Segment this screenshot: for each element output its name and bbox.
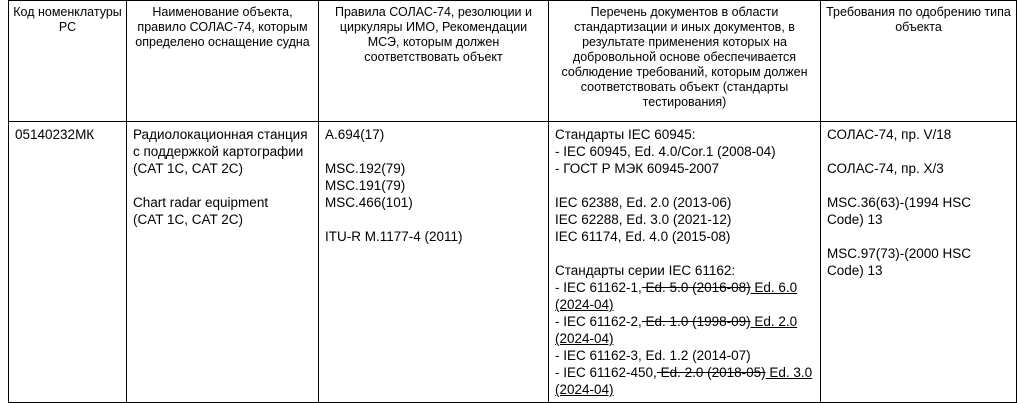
approval-item: MSC.36(63)-(1994 HSC Code) 13: [827, 195, 972, 227]
rule-item: MSC.466(101): [325, 195, 413, 210]
standard-item: IEC 61174, Ed. 4.0 (2015-08): [555, 229, 731, 244]
standard-item: - IEC 61162-2, Ed. 1.0 (1998-09) Ed. 2.0 (2024-04): [555, 314, 798, 346]
standards-group-title: Стандарты серии IEC 61162:: [555, 263, 736, 278]
standard-item: - IEC 61162-1, Ed. 5.0 (2016-08) Ed. 6.0 (2024-04): [555, 280, 798, 312]
header-row: [9, 1, 1017, 122]
standard-item: - IEC 61162-450, Ed. 2.0 (2018-05) Ed. 3.0 (2024-04): [555, 365, 813, 397]
inserted-edition: Ed. 3.0 (2024-04): [555, 365, 813, 397]
nomenclature-code: 05140232МК: [15, 127, 95, 142]
object-name-en: Chart radar equipment: [133, 195, 269, 210]
inserted-edition: Ed. 6.0 (2024-04): [555, 280, 798, 312]
standard-item: IEC 62288, Ed. 3.0 (2021-12): [555, 212, 732, 227]
deleted-edition: Ed. 2.0 (2018-05): [656, 365, 766, 380]
standard-item: - IEC 60945, Ed. 4.0/Cor.1 (2008-04): [555, 144, 776, 159]
rule-item: MSC.191(79): [325, 178, 406, 193]
cell-code: [9, 122, 127, 403]
header-code: Код номенклатуры РС: [9, 1, 127, 122]
header-approval: Требования по одобрению типа объекта: [821, 1, 1017, 122]
approval-item: СОЛАС-74, пр. V/18: [827, 127, 952, 142]
rule-item: MSC.192(79): [325, 161, 406, 176]
approval-item: MSC.97(73)-(2000 HSC Code) 13: [827, 246, 972, 278]
header-standards: Перечень документов в области стандартизации и иных документов, в результате применения которых на добровольной основе обеспечивается соблюдение требований, которым должен соответствовать объект (стандарты тестирования): [549, 1, 821, 122]
object-category-ru: (CAT 1C, CAT 2C): [133, 161, 244, 176]
object-name-ru: Радиолокационная станция с поддержкой картографии: [133, 127, 308, 159]
standard-item: IEC 62388, Ed. 2.0 (2013-06): [555, 195, 732, 210]
table-row: [9, 122, 1017, 403]
header-rules: Правила СОЛАС-74, резолюции и циркуляры ИМО, Рекомендации МСЭ, которым должен соответствовать объект: [319, 1, 549, 122]
standards-group-title: Стандарты IEC 60945:: [555, 127, 696, 142]
deleted-edition: Ed. 5.0 (2016-08): [641, 280, 751, 295]
cell-name: [127, 122, 319, 403]
rule-item: ITU-R M.1177-4 (2011): [325, 229, 463, 244]
inserted-edition: Ed. 2.0 (2024-04): [555, 314, 798, 346]
header-name: Наименование объекта, правило СОЛАС-74, которым определено оснащение судна: [127, 1, 319, 122]
standard-item: - IEC 61162-3, Ed. 1.2 (2014-07): [555, 348, 751, 363]
object-category-en: (CAT 1C, CAT 2C): [133, 212, 244, 227]
cell-rules: [319, 122, 549, 403]
standard-item: - ГОСТ Р МЭК 60945-2007: [555, 161, 719, 176]
rule-item: A.694(17): [325, 127, 385, 142]
approval-item: СОЛАС-74, пр. X/3: [827, 161, 944, 176]
deleted-edition: Ed. 1.0 (1998-09): [641, 314, 751, 329]
regulation-table: [8, 0, 1017, 403]
cell-approval: [821, 122, 1017, 403]
cell-standards: [549, 122, 821, 403]
